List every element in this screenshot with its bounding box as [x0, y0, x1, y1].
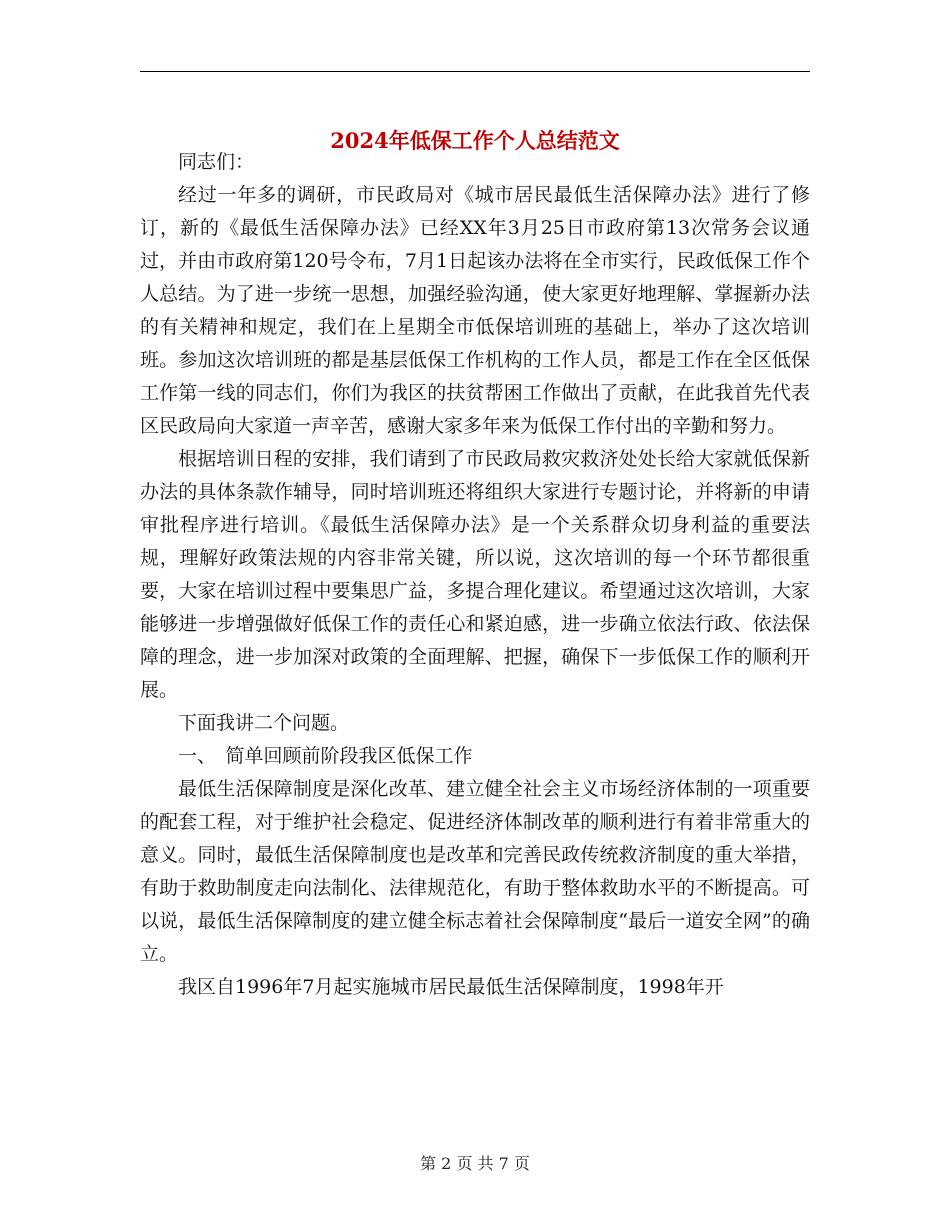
document-title: 2024年低保工作个人总结范文: [330, 128, 620, 154]
section-heading-1: 一、 简单回顾前阶段我区低保工作: [178, 745, 473, 767]
body-paragraph-5: 我区自1996年7月起实施城市居民最低生活保障制度，1998年开: [178, 976, 724, 998]
page-footer: [0, 1153, 950, 1175]
page-number-label: 第 2 页 共 7 页: [420, 1154, 530, 1173]
body-paragraph-3: 下面我讲二个问题。: [178, 712, 350, 734]
body-paragraph-1: 经过一年多的调研，市民政局对《城市居民最低生活保障办法》进行了修订，新的《最低生活保障办法》已经XX年3月25日市政府第13次常务会议通过，并由市政府第120号令布，7月1日起该办法将在全市实行，民政低保工作个人总结。为了进一步统一思想，加强经验沟通，使大家更好地理解、掌握新办法的有关精神和规定，我们在上星期全市低保培训班的基础上，举办了这次培训班。参加这次培训班的都是基层低保工作机构的工作人员，都是工作在全区低保工作第一线的同志们，你们为我区的扶贫帮困工作做出了贡献，在此我首先代表区民政局向大家道一声辛苦，感谢大家多年来为低保工作付出的辛勤和努力。: [140, 184, 810, 437]
body-paragraph-2: 根据培训日程的安排，我们请到了市民政局救灾救济处处长给大家就低保新办法的具体条款作辅导，同时培训班还将组织大家进行专题讨论，并将新的申请审批程序进行培训。《最低生活保障办法》是一个关系群众切身利益的重要法规，理解好政策法规的内容非常关键，所以说，这次培训的每一个环节都很重要，大家在培训过程中要集思广益，多提合理化建议。希望通过这次培训，大家能够进一步增强做好低保工作的责任心和紧迫感，进一步确立依法行政、依法保障的理念，进一步加深对政策的全面理解、把握，确保下一步低保工作的顺利开展。: [140, 448, 810, 701]
document-body: [140, 146, 810, 1004]
salutation-paragraph: 同志们：: [178, 151, 255, 173]
body-paragraph-4: 最低生活保障制度是深化改革、建立健全社会主义市场经济体制的一项重要的配套工程，对于维护社会稳定、促进经济体制改革的顺利进行有着非常重大的意义。同时，最低生活保障制度也是改革和完善民政传统救济制度的重大举措，有助于救助制度走向法制化、法律规范化，有助于整体救助水平的不断提高。可以说，最低生活保障制度的建立健全标志着社会保障制度“最后一道安全网”的确立。: [140, 778, 810, 965]
header-rule: [140, 71, 810, 72]
